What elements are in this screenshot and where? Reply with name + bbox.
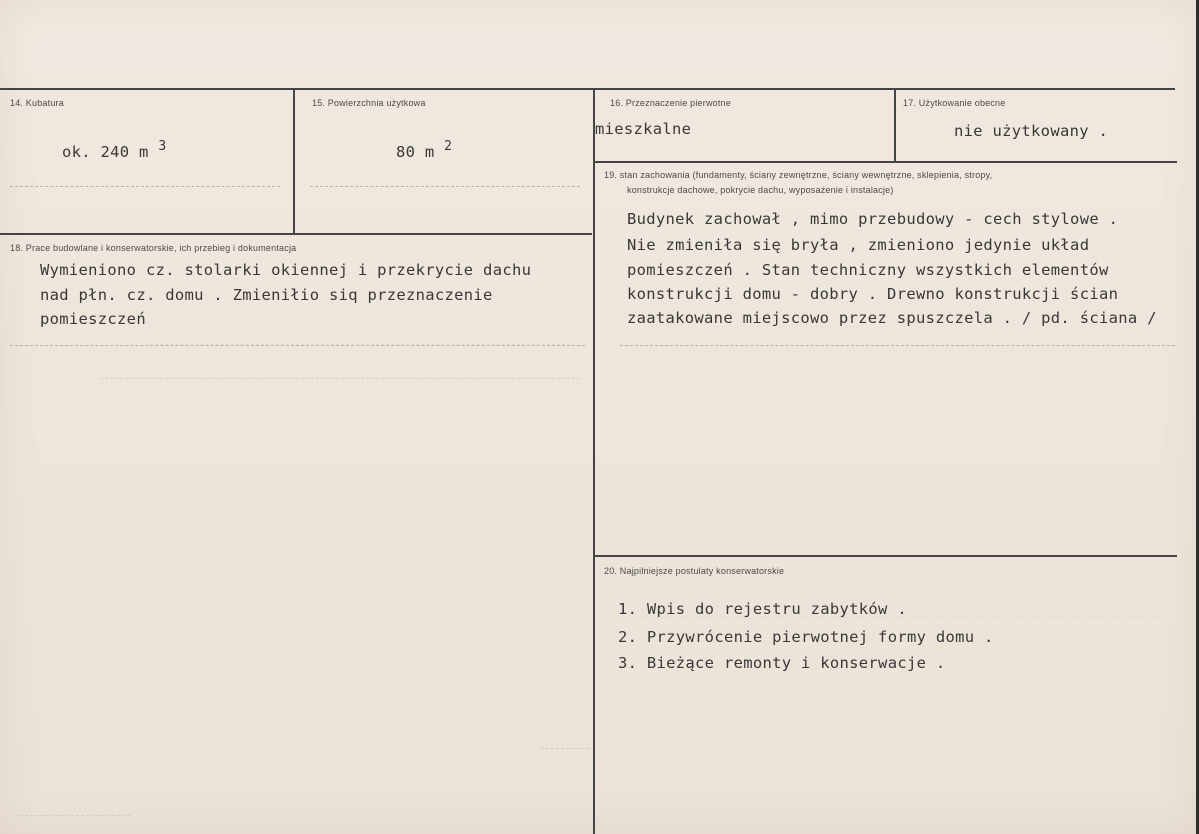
field-20-label: 20. Najpilniejsze postulaty konserwatorskie (604, 566, 785, 576)
field-19-line-3: pomieszczeń . Stan techniczny wszystkich elementów (627, 261, 1109, 279)
field-20-line-2: 2. Przywrócenie pierwotnej formy domu . (618, 628, 994, 646)
show-through-mark-1 (100, 378, 580, 379)
field-14-label: 14. Kubatura (10, 98, 64, 108)
divider-14-15 (293, 90, 295, 234)
row1-right-bottom-rule (594, 161, 1177, 163)
field-19-label-line-1: 19. stan zachowania (fundamenty, ściany zewnętrzne, ściany wewnętrzne, sklepienia, stropy, (604, 170, 993, 180)
field-19-line-2: Nie zmieniła się bryła , zmieniono jedynie układ (627, 236, 1090, 254)
field-14-value-text: ok. 240 m (62, 143, 149, 161)
field-18-line-1: Wymieniono cz. stolarki okiennej i przekrycie dachu (40, 261, 532, 279)
show-through-mark-3 (640, 617, 1160, 618)
field-19-label-line-2: konstrukcje dachowe, pokrycie dachu, wyposażenie i instalacje) (627, 185, 894, 195)
show-through-mark-5 (20, 815, 130, 816)
guide-18 (10, 345, 585, 346)
field-18-line-2: nad płn. cz. domu . Zmieniłio siq przeznaczenie (40, 286, 493, 304)
field-20-line-3: 3. Bieżące remonty i konserwacje . (618, 654, 946, 672)
field-15-superscript: 2 (444, 139, 453, 154)
section19-bottom-rule (594, 555, 1177, 557)
show-through-mark-4 (540, 748, 590, 749)
guide-19 (620, 345, 1175, 346)
field-18-line-3: pomieszczeń (40, 310, 146, 328)
top-rule (0, 88, 1175, 90)
field-14-superscript: 3 (158, 139, 167, 154)
field-17-label: 17. Użytkowanie obecne (903, 98, 1006, 108)
divider-main (593, 90, 595, 834)
field-15-label: 15. Powierzchnia użytkowa (312, 98, 426, 108)
field-19-line-4: konstrukcji domu - dobry . Drewno konstrukcji ścian (627, 285, 1119, 303)
field-15-value (396, 139, 453, 161)
field-19-line-5: zaatakowane miejscowo przez spuszczela . / pd. ściana / (627, 309, 1157, 327)
guide-14 (10, 186, 280, 187)
field-17-value: nie użytkowany . (954, 122, 1109, 140)
divider-16-17 (894, 90, 896, 162)
field-16-value: mieszkalne (595, 120, 692, 138)
field-18-label: 18. Prace budowlane i konserwatorskie, ich przebieg i dokumentacja (10, 243, 297, 253)
field-15-value-text: 80 m (396, 143, 435, 161)
field-16-label: 16. Przeznaczenie pierwotne (610, 98, 731, 108)
guide-15 (310, 186, 580, 187)
row1-bottom-rule (0, 233, 592, 235)
field-19-line-1: Budynek zachował , mimo przebudowy - cech stylowe . (627, 210, 1119, 228)
field-20-line-1: 1. Wpis do rejestru zabytków . (618, 600, 907, 618)
field-14-value (62, 139, 167, 161)
show-through-mark-2 (150, 344, 570, 345)
